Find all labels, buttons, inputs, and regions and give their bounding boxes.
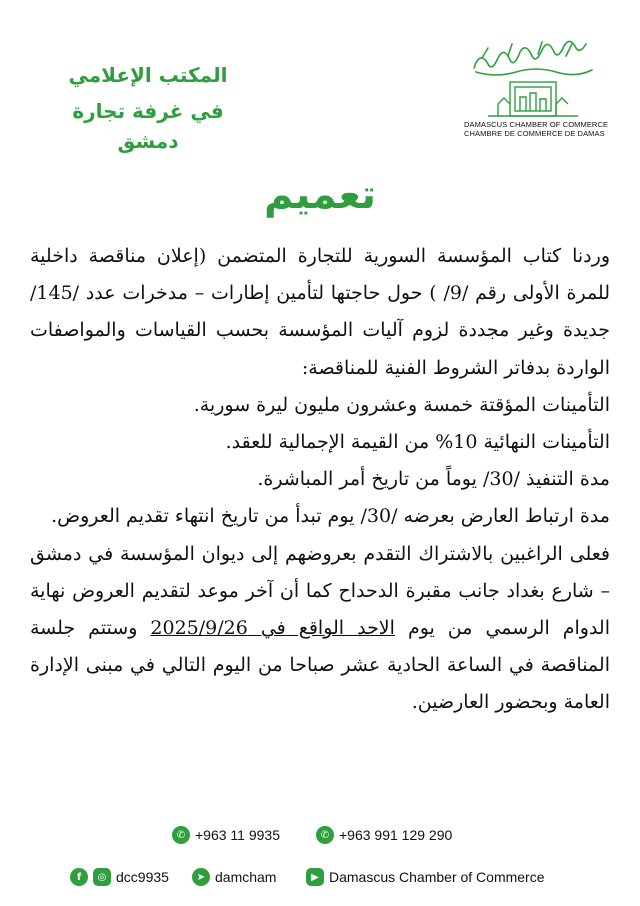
chamber-logo [464, 38, 609, 150]
paragraph-intro: وردنا كتاب المؤسسة السورية للتجارة المتضمن (إعلان مناقصة داخلية للمرة الأولى رقم /9/ ) حول حاجتها لتأمين إطارات – مدخرات عدد /145/ جديدة وغير مجددة لزوم آليات المؤسسة بحسب القياسات والمواصفات الواردة بدفاتر الشروط الفنية للمناقصة: [30, 245, 611, 379]
social-facebook-instagram[interactable] [70, 868, 169, 886]
youtube-channel-text: Damascus Chamber of Commerce [329, 869, 545, 885]
social-telegram[interactable] [192, 868, 276, 886]
deadline-date: الاحد الواقع في 2025/9/26 [150, 617, 395, 640]
logo-english-name: DAMASCUS CHAMBER OF COMMERCE [464, 120, 609, 129]
office-line-1: المكتب الإعلامي [68, 63, 228, 87]
telegram-handle-text: damcham [215, 869, 277, 885]
instagram-icon: ◎ [93, 868, 111, 886]
paragraph-final-insurance: التأمينات النهائية 10% من القيمة الإجمالية للعقد. [225, 431, 610, 454]
phone-landline[interactable] [172, 826, 280, 844]
document-title: تعميم [263, 172, 377, 218]
submission-text-start: فعلى الراغبين بالاشتراك التقدم بعروضهم إلى ديوان المؤسسة في دمشق – شارع بغداد جانب مقبرة الدحداح كما أن آخر موعد لتقديم العروض نهاية الدوام الرسمي من يوم [30, 542, 611, 640]
social-handle-text: dcc9935 [116, 869, 169, 885]
telegram-icon: ➤ [192, 868, 210, 886]
office-line-2: في غرفة تجارة دمشق [72, 99, 224, 153]
circular-body [30, 238, 610, 722]
logo-french-name: CHAMBRE DE COMMERCE DE DAMAS [464, 129, 605, 138]
media-office-header [48, 62, 248, 156]
submission-text-end: وستتم جلسة المناقصة في الساعة الحادية عشر صباحا من اليوم التالي في مبنى الإدارة العامة وبحضور العارضين. [30, 617, 610, 714]
paragraph-temp-insurance: التأمينات المؤقتة خمسة وعشرون مليون ليرة سورية. [193, 393, 610, 416]
phone-mobile[interactable] [316, 826, 452, 844]
social-youtube[interactable] [306, 868, 545, 886]
youtube-icon: ▶ [306, 868, 324, 886]
paragraph-submission [30, 536, 610, 722]
whatsapp-icon: ✆ [316, 826, 334, 844]
phone-icon: ✆ [172, 826, 190, 844]
paragraph-execution-period: مدة التنفيذ /30/ يوماً من تاريخ أمر المباشرة. [257, 468, 610, 491]
phone-landline-text: +963 11 9935 [195, 827, 280, 843]
chamber-emblem-icon [468, 38, 598, 120]
phone-mobile-text: +963 991 129 290 [339, 827, 453, 843]
paragraph-bid-validity: مدة ارتباط العارض بعرضه /30/ يوم تبدأ من تاريخ انتهاء تقديم العروض. [51, 505, 610, 528]
facebook-icon: f [70, 868, 88, 886]
